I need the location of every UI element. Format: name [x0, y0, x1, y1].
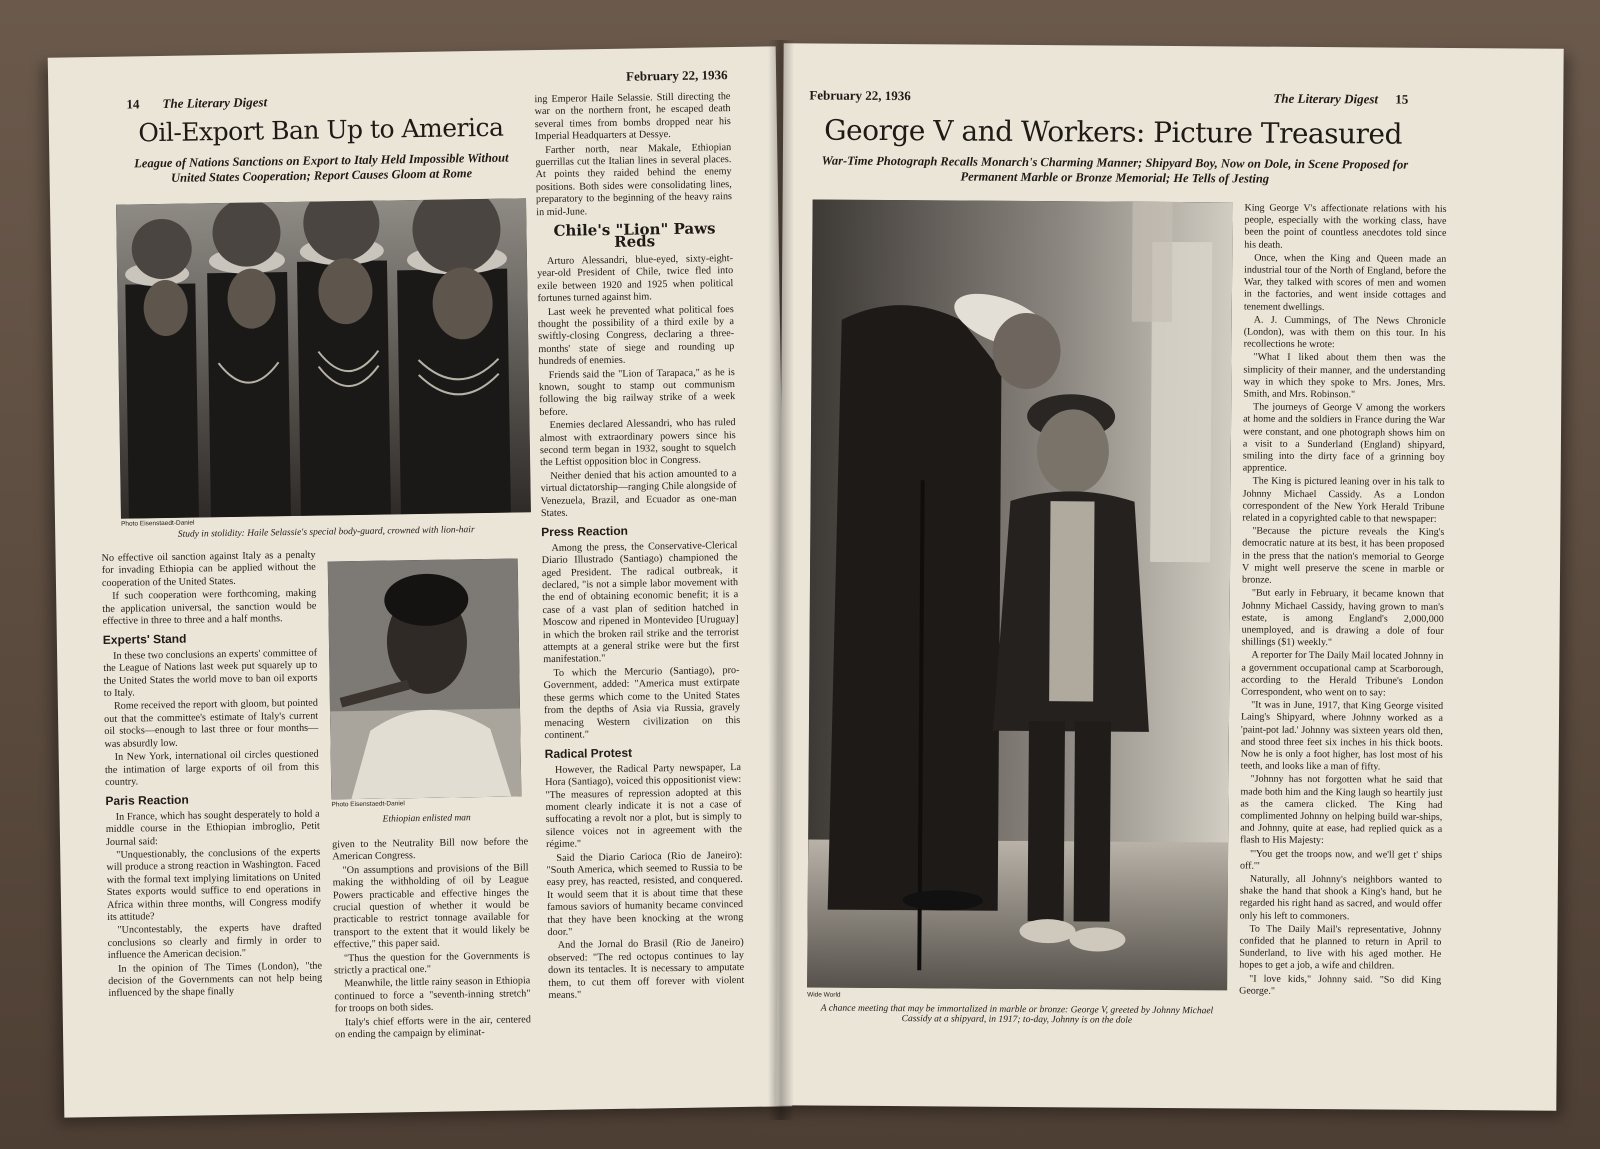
paragraph: "'You get the troops now, and we'll get t' ships off.'" [1239, 848, 1443, 872]
paragraph: "Thus the question for the Governments is strictly a practical one." [334, 949, 530, 977]
right-page [776, 43, 1563, 1110]
paragraph: The King is pictured leaning over in his talk to Johnny Michael Cassidy. As a London correspondent of the New York Herald Tribune related in a copyrighted cable to that newspaper: [1242, 476, 1445, 525]
paragraph: "On assumptions and provisions of the Bill making the withholding of oil by League Powers practicable and effective hinges the crucial question of whether it would be practicable to restrict tonnage available for transport to the extent that it would likely be effective," this paper said. [332, 862, 530, 951]
chile-heading: Chile's "Lion" Paws Reds [553, 219, 716, 252]
left-page [48, 46, 793, 1117]
king-and-boy-illustration [807, 199, 1232, 990]
paragraph: A. J. Cummings, of The News Chronicle (London), was with them on this tour. In his recollections he wrote: [1243, 314, 1446, 351]
lead-paragraph: No effective oil sanction against Italy as a penalty for invading Ethiopia can be applied without the cooperation of the United States. [101, 549, 316, 589]
paragraph: "It was in June, 1917, that King George visited Laing's Shipyard, where Johnny worked as a 'paint-pot lad.' Johnny was sixteen years old then, and stood three feet six inches in his thick boots. Now he is only a foot higher, has lost most of his teeth, and looks like a man of fifty. [1240, 699, 1444, 773]
page-number-left: 14 [126, 96, 140, 112]
paragraph: In these two conclusions an experts' committee of the League of Nations last week put squarely up to the United States the world move to ban oil exports to Italy. [103, 647, 318, 700]
paris-heading: Paris Reaction [105, 792, 189, 809]
paragraph: In France, which has sought desperately to hold a middle course in the Ethiopian imbroglio, Petit Journal said: [105, 808, 320, 848]
photo1-credit: Photo Eisenstaedt-Daniel [121, 519, 195, 528]
paragraph: "But early in February, it became known that Johnny Michael Cassidy, having grown to man's estate, is among England's 2,000,000 unemployed, and is drawing a dole of four shillings ($1) weekly." [1241, 587, 1444, 649]
paragraph: Neither denied that his action amounted to a virtual dictatorship—ranging Chile alongside of Venezuela, Brazil, and Ecuador as one-man States. [540, 467, 737, 520]
left-col-left [102, 550, 323, 1002]
deck-left: League of Nations Sanctions on Export to Italy Held Impossible Without United States Cooperation; Report Causes Gloom at Rome [134, 150, 509, 185]
headline-right: George V and Workers: Picture Treasured [824, 113, 1403, 151]
king-and-boy-photo [807, 199, 1232, 990]
paragraph: Farther north, near Makale, Ethiopian guerrillas cut the Italian lines in several places. At points they raided behind the enemy positions. Both sides were consolidating lines, preparatory to the beginning of the heavy rains in mid-June. [535, 141, 733, 218]
paragraph: Naturally, all Johnny's neighbors wanted to shake the hand that shook a King's hand, but he regarded his right hand as sacred, and would offer only his left to commoners. [1239, 873, 1442, 922]
paragraph: To The Daily Mail's representative, Johnny confided that he planned to return in April to Sunderland, to live with his aged mother. He hopes to get a job, a wife and children. [1239, 923, 1442, 972]
page-number-right: 15 [1395, 91, 1409, 107]
paragraph: In New York, international oil circles questioned the intimation of large exports of oil from this country. [104, 748, 319, 788]
paragraph: A reporter for The Daily Mail located Johnny in a government occupational camp at Scarborough, according to the Herald Tribune's London Correspondent, who went on to say: [1241, 649, 1444, 699]
paragraph: Once, when the King and Queen made an industrial tour of the North of England, before the War, they talked with scores of men and women in the factories, and went inside cottages and tenement dwellings. [1243, 252, 1447, 313]
date-left: February 22, 1936 [625, 67, 728, 84]
paragraph: "Uncontestably, the experts have drafted conclusions so clearly and firmly in order to influence the American decision." [107, 921, 322, 962]
paragraph: In the opinion of The Times (London), "the decision of the Governments can not help being influenced by the shape finally [108, 960, 323, 1000]
paragraph: "I love kids," Johnny said. "So did King George." [1239, 973, 1442, 997]
paragraph: Last week he prevented what political foes thought the possibility of a third exile by a swiftly-closing Congress, declaring a three-months' state of siege and rounding up hundreds of enemies. [537, 303, 735, 368]
press-heading: Press Reaction [541, 524, 629, 540]
paragraph: Said the Diario Carioca (Rio de Janeiro): "South America, which seemed to Russia to be easy prey, has reacted, resisted, and conquered. It would seem that it is about time that these famous saviors of humanity became convinced that they have been knocking at the wrong door." [546, 849, 744, 939]
magazine-name-left: The Literary Digest [162, 94, 268, 111]
paragraph: given to the Neutrality Bill now before the American Congress. [332, 836, 529, 863]
paragraph: Rome received the report with gloom, but pointed out that the committee's estimate of Italy's current oil stocks—enough to last three or four months—was absurdly low. [104, 698, 319, 750]
paragraph: Friends said the "Lion of Tarapaca," as he is known, sought to stamp out communism following the big railway strike of a week before. [538, 366, 736, 418]
paragraph: "Johnny has not forgotten what he said that made both him and the King laugh so heartily just as the camera clicked. The King had complimented Johnny on helping build war-ships, and Johnny, quite at ease, had replied quick as a flash to His Majesty: [1240, 773, 1443, 847]
bodyguard-illustration [116, 198, 531, 518]
photo2-credit: Photo Eisenstaedt-Daniel [331, 800, 405, 809]
left-col-middle [332, 836, 531, 1043]
paragraph: Meanwhile, the little rainy season in Ethiopia continued to force a "seventh-inning stretch" for troops on both sides. [334, 975, 531, 1015]
date-right: February 22, 1936 [809, 87, 911, 104]
photo-credit-right: Wide World [807, 991, 841, 999]
photo1-caption: Study in stolidity: Haile Selassie's special body-guard, crowned with lion-hair [177, 525, 475, 540]
paragraph: To which the Mercurio (Santiago), pro-Government, added: "America must extirpate these germs which come to the United States from the depths of Asia via Russia, gravely menacing Western civilization on this continent." [543, 664, 741, 741]
paragraph: "Because the picture reveals the King's democratic nature at its best, it has been proposed in the press that the nation's memorial to George V might well preserve the scene in marble or bronze. [1241, 525, 1445, 586]
radical-heading: Radical Protest [544, 746, 633, 762]
magazine-name-right: The Literary Digest [1273, 90, 1379, 107]
deck-right: War-Time Photograph Recalls Monarch's Charming Manner; Shipyard Boy, Now on Dole, in Scene Proposed for Permanent Marble or Bronze Memorial; He Tells of Jesting [821, 153, 1409, 186]
paragraph: Arturo Alessandri, blue-eyed, sixty-eight-year-old President of Chile, twice fled into exile between 1920 and 1925 when political fortunes turned against him. [537, 252, 734, 305]
soldier-photo [328, 558, 522, 799]
paragraph: Enemies declared Alessandri, who has ruled almost with extraordinary powers since his second term began in 1932, sought to squelch the Leftist opposition bloc in Congress. [539, 417, 737, 469]
headline-left: Oil-Export Ban Up to America [138, 112, 504, 148]
photo-caption-right: A chance meeting that may be immortalized in marble or bronze: George V, greeted by Johnny Michael Cassidy at a shipyard, in 1917; to-day, Johnny is on the dole [820, 1003, 1214, 1026]
bodyguard-photo [116, 198, 531, 518]
experts-heading: Experts' Stand [102, 632, 187, 648]
left-col-right [534, 91, 744, 1003]
paragraph: However, the Radical Party newspaper, La Hora (Santiago), voiced this oppositionist view: "The measures of repression adopted at this moment clearly indicate it is not a case of suffocating a revolt nor a plot, but is simply to silence voices not in agreement with the régime." [545, 761, 743, 851]
paragraph: The journeys of George V among the workers at home and the soldiers in France during the War were constant, and one photograph shows him on a visit to a Sunderland (England) shipyard, smiling into the dirty face of a grinning boy apprentice. [1242, 401, 1446, 475]
right-article-column [1239, 203, 1447, 1000]
paragraph: King George V's affectionate relations with his people, especially with the working class, have been the point of countless anecdotes told since his death. [1244, 202, 1447, 251]
paragraph: If such cooperation were forthcoming, making the application universal, the sanction would be effective in three to three and a half months. [102, 587, 317, 628]
paragraph: "What I liked about them then was the simplicity of their manner, and the understanding way in which they spoke to Mrs. Jones, Mrs. Smith, and Mrs. Robinson." [1243, 352, 1446, 401]
paragraph: ing Emperor Haile Selassie. Still directing the war on the northern front, he escaped death several times from bombs dropped near his Imperial Headquarters at Dessye. [534, 91, 731, 143]
paragraph: Among the press, the Conservative-Clerical Diario Illustrado (Santiago) championed the aged President. The radical outbreak, it declared, "is not a simple labor movement with the end of obtaining economic benefit; it is a case of a vast plan of sedition hatched in Moscow and ripened in Montevideo [Uruguay] in which the broken rail strike and the terrorist attempts at a general strike were but the first manifestation." [541, 539, 740, 666]
photo2-caption: Ethiopian enlisted man [382, 813, 471, 825]
paragraph: And the Jornal do Brasil (Rio de Janeiro) observed: "The red octopus continues to lay down its tentacles. It is necessary to amputate them, to cut them off forever with violent means." [547, 937, 745, 1002]
soldier-illustration [328, 558, 522, 799]
paragraph: "Unquestionably, the conclusions of the experts will produce a strong reaction in Washington. Faced with the formal text implying limitations on United States exports would suffice to end operations in Africa within three months, will Congress modify its attitude? [106, 846, 322, 923]
paragraph: Italy's chief efforts were in the air, centered on ending the campaign by eliminat- [335, 1014, 531, 1041]
